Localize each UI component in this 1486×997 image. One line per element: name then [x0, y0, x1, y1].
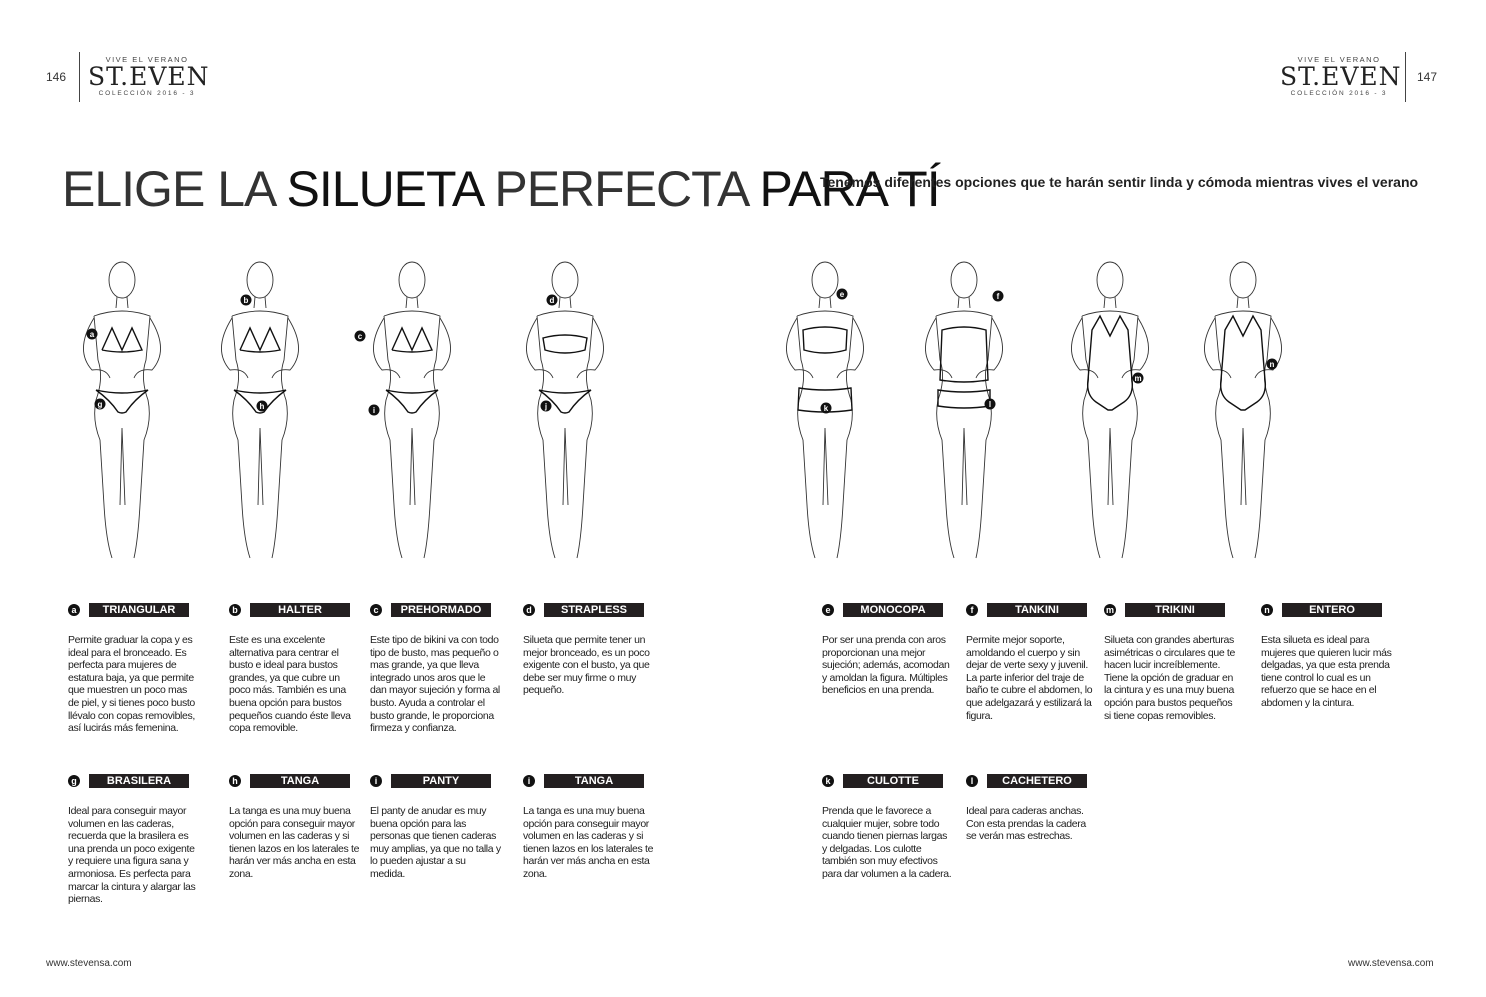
style-letter-badge: m	[1105, 605, 1114, 615]
figure-legs-inner	[1241, 428, 1246, 505]
figure-legs-inner	[823, 428, 828, 505]
figure-neck	[116, 297, 128, 308]
style-letter-badge: f	[966, 604, 978, 616]
figure-neck	[1104, 297, 1116, 308]
figure-marker-letter: e	[839, 290, 845, 299]
header-divider-right	[1405, 52, 1406, 102]
figure-head	[247, 262, 273, 298]
style-description: El panty de anudar es muy buena opción para las personas que tienen caderas muy amplias, ya que no talla y lo pueden ajustar a su medida.	[370, 805, 501, 880]
bikini-top	[392, 328, 432, 352]
bikini-top	[543, 335, 587, 353]
bikini-bottom	[386, 390, 438, 413]
figure-marker-letter: k	[823, 404, 829, 413]
style-letter-badge: c	[370, 604, 382, 616]
style-description: La tanga es una muy buena opción para conseguir mayor volumen en las caderas y si tienen lazos en los laterales te harán ver más ancha en esta zona.	[523, 805, 654, 880]
figure-head	[1097, 262, 1123, 298]
figure-marker-letter: b	[243, 296, 249, 305]
style-description: Ideal para conseguir mayor volumen en las caderas, recuerda que la brasilera es una prenda un poco exigente y requiere una figura sana y armoniosa. Es perfecta para marcar la cintura y alargar las piernas.	[68, 805, 196, 906]
style-description: Prenda que le favorece a cualquier mujer, sobre todo cuando tienen piernas largas y delgadas. Los culotte también son muy efectivos para dar volumen a la cadera.	[822, 805, 952, 880]
style-description: Permite mejor soporte, amoldando el cuerpo y sin dejar de verte sexy y juvenil. La parte inferior del traje de baño te cubre el abdomen, lo que adelgazará y estilizará la figura.	[966, 634, 1093, 722]
style-letter-badge: d	[523, 604, 535, 616]
figure-legs-inner	[563, 428, 568, 505]
page-number-left: 146	[46, 70, 67, 84]
style-description: La tanga es una muy buena opción para conseguir mayor volumen en las caderas y si tienen lazos en los laterales te harán ver más ancha en esta zona.	[229, 805, 360, 880]
style-name-label: TANGA	[250, 774, 350, 788]
style-letter-badge: h	[229, 775, 241, 787]
brand-tagline: VIVE EL VERANO	[1297, 55, 1381, 64]
style-name-label: TANGA	[544, 774, 644, 788]
brand-logo-left	[88, 55, 210, 97]
style-letter-badge: e	[822, 604, 834, 616]
style-description: Silueta con grandes aberturas asimétricas o circulares que te hacen lucir increíblemente. Tiene la opción de graduar en la cintura y es una muy buena opción para bustos pequeños si tiene copas removibles.	[1104, 634, 1235, 722]
figure-neck	[958, 297, 970, 308]
brand-collection: COLECCIÓN 2016 - 3	[1290, 90, 1388, 97]
brand-logo-right	[1280, 55, 1402, 97]
figure-neck	[819, 297, 831, 308]
title-word: PERFECTA	[494, 161, 747, 217]
figure-neck	[559, 297, 571, 308]
style-letter-badge: k	[822, 775, 834, 787]
style-description: Por ser una prenda con aros proporcionan una mejor sujeción; además, acomodan y amoldan la figura. Múltiples beneficios en una prenda.	[822, 634, 950, 697]
swimsuit-illustrations	[60, 250, 1400, 580]
figure-marker-letter: f	[996, 292, 1000, 301]
figure-marker-letter: l	[988, 400, 992, 409]
cachetero-bottom	[938, 390, 990, 408]
figure-marker-letter: m	[1134, 374, 1142, 383]
style-name-label: CACHETERO	[987, 774, 1087, 788]
figure-marker-letter: h	[259, 402, 265, 411]
page-subtitle: Tenemos diferentes opciones que te harán sentir linda y cómoda mientras vives el verano	[820, 174, 1419, 190]
figure-head	[109, 262, 135, 298]
figure-legs-inner	[258, 428, 263, 505]
figure-head	[399, 262, 425, 298]
bikini-top	[102, 328, 142, 352]
style-name-label: PREHORMADO	[391, 603, 491, 617]
title-word: PARA TÍ	[759, 161, 940, 217]
title-word: ELIGE	[62, 161, 205, 217]
style-name-label: PANTY	[391, 774, 491, 788]
brand-tagline: VIVE EL VERANO	[105, 55, 189, 64]
style-name-label: TANKINI	[987, 603, 1087, 617]
figure-neck	[254, 297, 266, 308]
style-name-label: TRIANGULAR	[89, 603, 189, 617]
header-divider-left	[79, 52, 80, 102]
figure-marker-letter: g	[97, 400, 103, 409]
figure-legs-inner	[410, 428, 415, 505]
style-description: Ideal para caderas anchas. Con esta prendas la cadera se verán mas estrechas.	[966, 805, 1086, 843]
figure-legs-inner	[962, 428, 967, 505]
style-description: Esta silueta es ideal para mujeres que quieren lucir más delgadas, ya que esta prenda tiene control lo cual es un refuerzo que se hace en el abdomen y la cintura.	[1261, 634, 1392, 709]
figure-marker-letter: a	[89, 330, 95, 339]
style-letter-badge: i	[523, 775, 535, 787]
figure-head	[1230, 262, 1256, 298]
style-letter-badge: n	[1261, 604, 1273, 616]
style-letter-badge: g	[68, 775, 80, 787]
figure-marker-letter: n	[1269, 360, 1275, 369]
figure-legs-inner	[120, 428, 125, 505]
brand-name: ST.EVEN	[1280, 62, 1402, 91]
page-number-right: 147	[1417, 70, 1438, 84]
tankini-top	[940, 327, 988, 382]
title-word: LA	[217, 161, 274, 217]
figure-legs-inner	[1108, 428, 1113, 505]
brand-name: ST.EVEN	[88, 62, 210, 91]
figure-neck	[1237, 297, 1249, 308]
style-name-label: MONOCOPA	[843, 603, 943, 617]
figure-head	[552, 262, 578, 298]
title-word: SILUETA	[286, 161, 482, 217]
style-description: Silueta que permite tener un mejor bronceado, es un poco exigente con el busto, ya que debe ser muy firme o muy pequeño.	[523, 634, 650, 697]
figure-marker-letter: d	[549, 296, 555, 305]
style-letter-badge: b	[229, 604, 241, 616]
style-name-label: BRASILERA	[89, 774, 189, 788]
bikini-top	[803, 327, 847, 353]
footer-url-right: www.stevensa.com	[1348, 958, 1434, 969]
style-letter-badge: a	[68, 604, 80, 616]
brand-collection: COLECCIÓN 2016 - 3	[98, 90, 196, 97]
figure-marker-letter: c	[357, 332, 363, 341]
one-piece-swimsuit	[1221, 316, 1266, 410]
style-name-label: HALTER	[250, 603, 350, 617]
style-name-label: STRAPLESS	[544, 603, 644, 617]
one-piece-swimsuit	[1088, 316, 1133, 410]
figure-marker-letter: j	[544, 402, 548, 411]
style-letter-badge: l	[966, 775, 978, 787]
figure-neck	[406, 297, 418, 308]
style-name-label: TRIKINI	[1125, 603, 1225, 617]
style-name-label: ENTERO	[1282, 603, 1382, 617]
style-name-label: CULOTTE	[843, 774, 943, 788]
figure-head	[951, 262, 977, 298]
bikini-top	[240, 328, 280, 352]
page-title	[62, 160, 940, 218]
style-description: Este tipo de bikini va con todo tipo de busto, mas pequeño o mas grande, ya que lleva integrado unos aros que le dan mayor sujeción y forma al busto. Ayuda a controlar el busto grande, le proporciona firmeza y confianza.	[370, 634, 500, 735]
style-description: Permite graduar la copa y es ideal para el bronceado. Es perfecta para mujeres de estatura baja, ya que permite que muestren un poco mas de piel, y si tienes poco busto llévalo con copas removibles, así lucirás más femenina.	[68, 634, 196, 735]
style-letter-badge: i	[370, 775, 382, 787]
footer-url-left: www.stevensa.com	[46, 958, 132, 969]
figure-marker-letter: i	[372, 406, 376, 415]
figure-head	[812, 262, 838, 298]
style-description: Este es una excelente alternativa para centrar el busto e ideal para bustos grandes, ya que cubre un poco más. También es una buena opción para bustos pequeños cuando éste lleva copa removible.	[229, 634, 351, 735]
